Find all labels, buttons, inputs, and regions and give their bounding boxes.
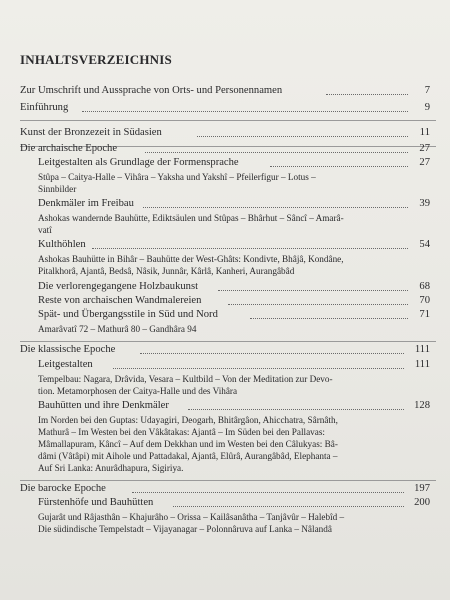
toc-entry-bauhuetten [38,399,430,413]
section-divider [20,341,436,342]
toc-subline: Stûpa – Caitya-Halle – Vihâra – Yaksha und Yakshî – Pfeilerfigur – Lotus – [38,172,316,182]
toc-entry-bronzezeit [20,126,430,140]
toc-entry-page: 70 [419,295,430,306]
toc-entry-leitgestalten [38,156,430,170]
toc-section-title: Die klassische Epoche [20,344,116,355]
toc-section-klassisch [20,343,430,357]
toc-entry-title: Spät- und Übergangsstile in Süd und Nord [38,309,218,320]
toc-subline: dâmi (Vâtâpi) mit Aihole und Pattadakal, Ajantâ, Elûrâ, Aurangâbâd, Elephanta – [38,451,338,461]
toc-subline: Amarâvatî 72 – Mathurâ 80 – Gandhâra 94 [38,324,197,334]
toc-subline: Mathurâ – Im Westen bei den Vâkâtakas: Ajantâ – Im Süden bei den Pallavas: [38,427,325,437]
toc-subline: Pitalkhorâ, Ajantâ, Bedsâ, Nâsik, Junnâr, Kârlâ, Kanheri, Aurangâbâd [38,266,295,276]
toc-entry-einfuehrung [20,101,430,115]
toc-subline: tion. Metamorphosen der Caitya-Halle und des Vihâra [38,386,238,396]
toc-entry-holzbaukunst [38,280,430,294]
toc-entry-page: 68 [419,281,430,292]
toc-entry-page: 111 [414,359,430,370]
toc-subline: Im Norden bei den Guptas: Udayagiri, Deogarh, Bhitârgâon, Ahicchatra, Sârnâth, [38,415,338,425]
toc-section-archaisch [20,142,430,156]
toc-entry-page: 27 [419,157,430,168]
toc-entry-page: 54 [419,239,430,250]
toc-entry-title: Leitgestalten [38,359,93,370]
toc-section-barock [20,482,430,496]
toc-entry-title: Denkmäler im Freibau [38,198,134,209]
toc-section-title: Die archaische Epoche [20,143,118,154]
toc-entry-page: 39 [419,198,430,209]
toc-entry-page: 11 [419,127,430,138]
toc-entry-title: Bauhütten und ihre Denkmäler [38,400,169,411]
toc-entry-page: 9 [424,102,430,113]
toc-entry-title: Zur Umschrift und Aussprache von Orts- und Personennamen [20,85,283,96]
toc-subline: Ashokas wandernde Bauhütte, Ediktsäulen und Stûpas – Bhârhut – Sâncî – Amarâ- [38,213,344,223]
toc-entry-wandmalereien [38,294,430,308]
toc-subline: vatî [38,225,52,235]
toc-entry-fuerstenhoefe [38,496,430,510]
toc-section-title: Die barocke Epoche [20,483,106,494]
toc-section-page: 111 [414,344,430,355]
toc-entry-title: Kunst der Bronzezeit in Südasien [20,127,162,138]
toc-subline: Tempelbau: Nagara, Drâvida, Vesara – Kultbild – Von der Meditation zur Devo- [38,374,333,384]
toc-subline: Die südindische Tempelstadt – Vijayanagar – Polonnâruva auf Lanka – Nâlandâ [38,524,332,534]
toc-entry-spaetstile [38,308,430,322]
section-divider [20,480,436,481]
toc-entry-page: 7 [424,85,430,96]
toc-subline: Auf Sri Lanka: Anurâdhapura, Sigiriya. [38,463,184,473]
toc-entry-title: Reste von archaischen Wandmalereien [38,295,202,306]
toc-entry-page: 71 [419,309,430,320]
toc-entry-umschrift [20,84,430,98]
section-divider [20,120,436,121]
toc-subline: Ashokas Bauhütte in Bihâr – Bauhütte der West-Ghâts: Kondivte, Bhâjâ, Kondâne, [38,254,344,264]
toc-entry-klassisch-leitgestalten [38,358,430,372]
toc-entry-kulthoehlen [38,238,430,252]
toc-subline: Gujarât und Râjasthân – Khajurâho – Orissa – Kailâsanâtha – Tanjâvûr – Halebîd – [38,512,345,522]
toc-entry-title: Fürstenhöfe und Bauhütten [38,497,154,508]
toc-entry-page: 200 [414,497,430,508]
toc-entry-title: Kulthöhlen [38,239,86,250]
toc-entry-title: Die verlorengegangene Holzbaukunst [38,281,199,292]
toc-entry-title: Leitgestalten als Grundlage der Formensprache [38,157,239,168]
toc-section-page: 197 [414,483,430,494]
toc-heading: INHALTSVERZEICHNIS [20,52,172,67]
toc-entry-page: 128 [414,400,430,411]
toc-section-page: 27 [419,143,430,154]
toc-subline: Sinnbilder [38,184,77,194]
toc-entry-title: Einführung [20,102,69,113]
toc-entry-freibau [38,197,430,211]
toc-subline: Mâmallapuram, Kâncî – Auf dem Dekkhan und im Westen bei den Câlukyas: Bâ- [38,439,338,449]
